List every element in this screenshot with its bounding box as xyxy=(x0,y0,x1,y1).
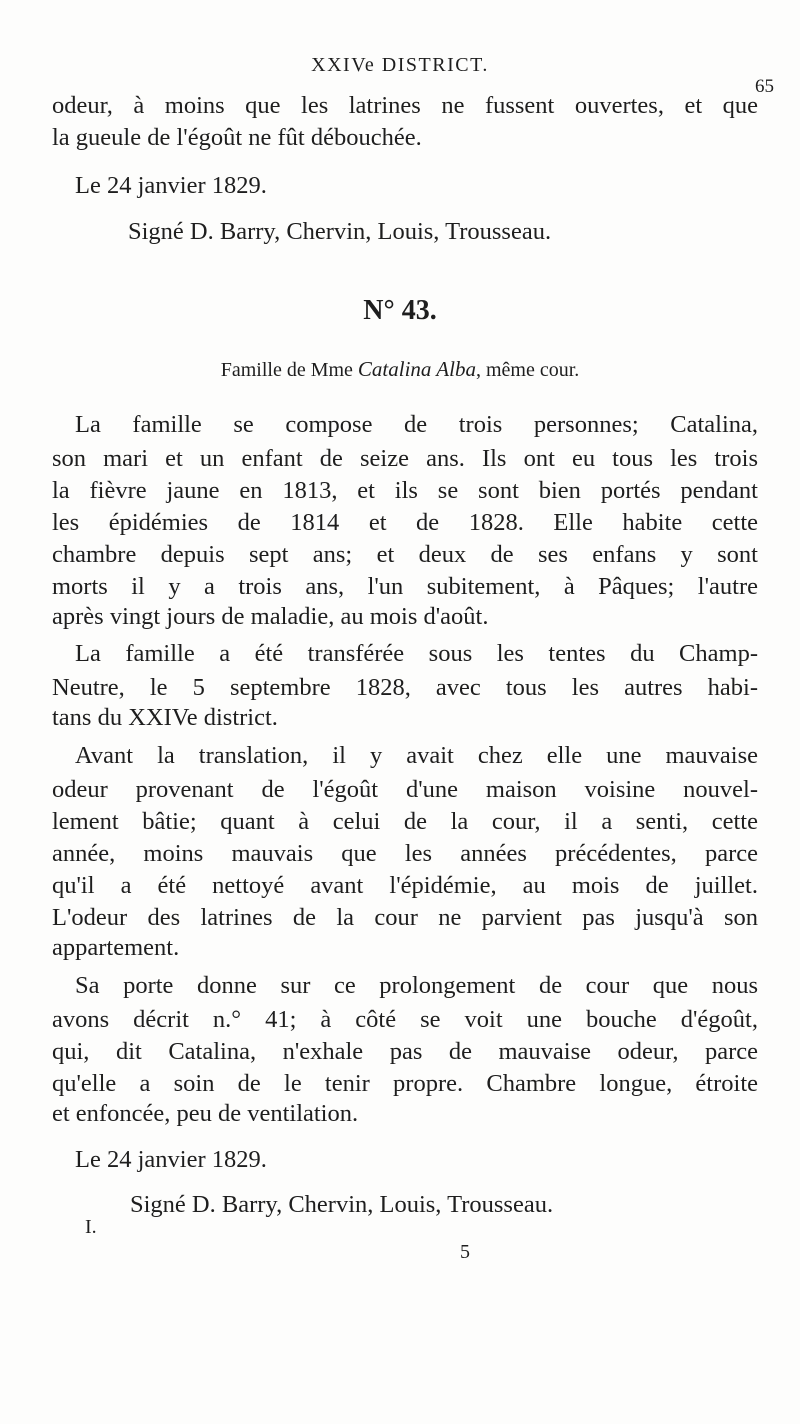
paragraph3-line-5: qu'il a été nettoyé avant l'épidémie, au mois de juillet. xyxy=(52,872,758,899)
paragraph1-line-1: La famille se compose de trois personnes; Catalina, xyxy=(75,411,758,438)
paragraph3-line-3: lement bâtie; quant à celui de la cour, il a senti, cette xyxy=(52,808,758,835)
page-number: 65 xyxy=(755,76,774,97)
entry-number: N° 43. xyxy=(363,295,437,326)
paragraph4-line-3: qui, dit Catalina, n'exhale pas de mauvaise odeur, parce xyxy=(52,1038,758,1065)
entry-date: Le 24 janvier 1829. xyxy=(75,1146,267,1173)
paragraph4-line-2: avons décrit n.° 41; à côté se voit une bouche d'égoût, xyxy=(52,1006,758,1033)
paragraph4-line-4: qu'elle a soin de le tenir propre. Chambre longue, étroite xyxy=(52,1070,758,1097)
entry-heading-suffix: , même cour. xyxy=(475,359,580,381)
prev-text-line-2: la gueule de l'égoût ne fût débouchée. xyxy=(52,124,422,151)
paragraph3-line-4: année, moins mauvais que les années précédentes, parce xyxy=(52,840,758,867)
entry-heading-prefix: Famille de Mme xyxy=(220,359,353,381)
paragraph1-line-7: après vingt jours de maladie, au mois d'août. xyxy=(52,603,489,630)
prev-signature: Signé D. Barry, Chervin, Louis, Trousseau. xyxy=(128,218,552,245)
prev-text-line-1: odeur, à moins que les latrines ne fussent ouvertes, et que xyxy=(52,92,758,119)
paragraph2-line-2: Neutre, le 5 septembre 1828, avec tous les autres habi- xyxy=(52,674,758,701)
paragraph1-line-3: la fièvre jaune en 1813, et ils se sont bien portés pendant xyxy=(52,477,758,504)
paragraph1-line-2: son mari et un enfant de seize ans. Ils ont eu tous les trois xyxy=(52,445,758,472)
paragraph4-line-5: et enfoncée, peu de ventilation. xyxy=(52,1100,359,1127)
paragraph2-line-3: tans du XXIVe district. xyxy=(52,704,278,731)
entry-signature: Signé D. Barry, Chervin, Louis, Trousseau. xyxy=(130,1191,554,1218)
paragraph4-line-1: Sa porte donne sur ce prolongement de cour que nous xyxy=(75,972,758,999)
paragraph3-line-7: appartement. xyxy=(52,934,180,961)
paragraph3-line-2: odeur provenant de l'égoût d'une maison voisine nouvel- xyxy=(52,776,758,803)
sheet-mark: I. xyxy=(85,1216,97,1238)
paragraph1-line-6: morts il y a trois ans, l'un subitement, à Pâques; l'autre xyxy=(52,573,758,600)
paragraph1-line-5: chambre depuis sept ans; et deux de ses enfans y sont xyxy=(52,541,758,568)
signature-number: 5 xyxy=(460,1241,470,1263)
paragraph2-line-1: La famille a été transférée sous les tentes du Champ- xyxy=(75,640,758,667)
prev-date: Le 24 janvier 1829. xyxy=(75,172,267,199)
paragraph3-line-1: Avant la translation, il y avait chez elle une mauvaise xyxy=(75,742,758,769)
entry-heading-name: Catalina Alba xyxy=(357,357,476,381)
paragraph1-line-4: les épidémies de 1814 et de 1828. Elle habite cette xyxy=(52,509,758,536)
entry-heading xyxy=(0,357,800,382)
running-head: XXIVe DISTRICT. xyxy=(311,54,489,76)
paragraph3-line-6: L'odeur des latrines de la cour ne parvient pas jusqu'à son xyxy=(52,904,758,931)
